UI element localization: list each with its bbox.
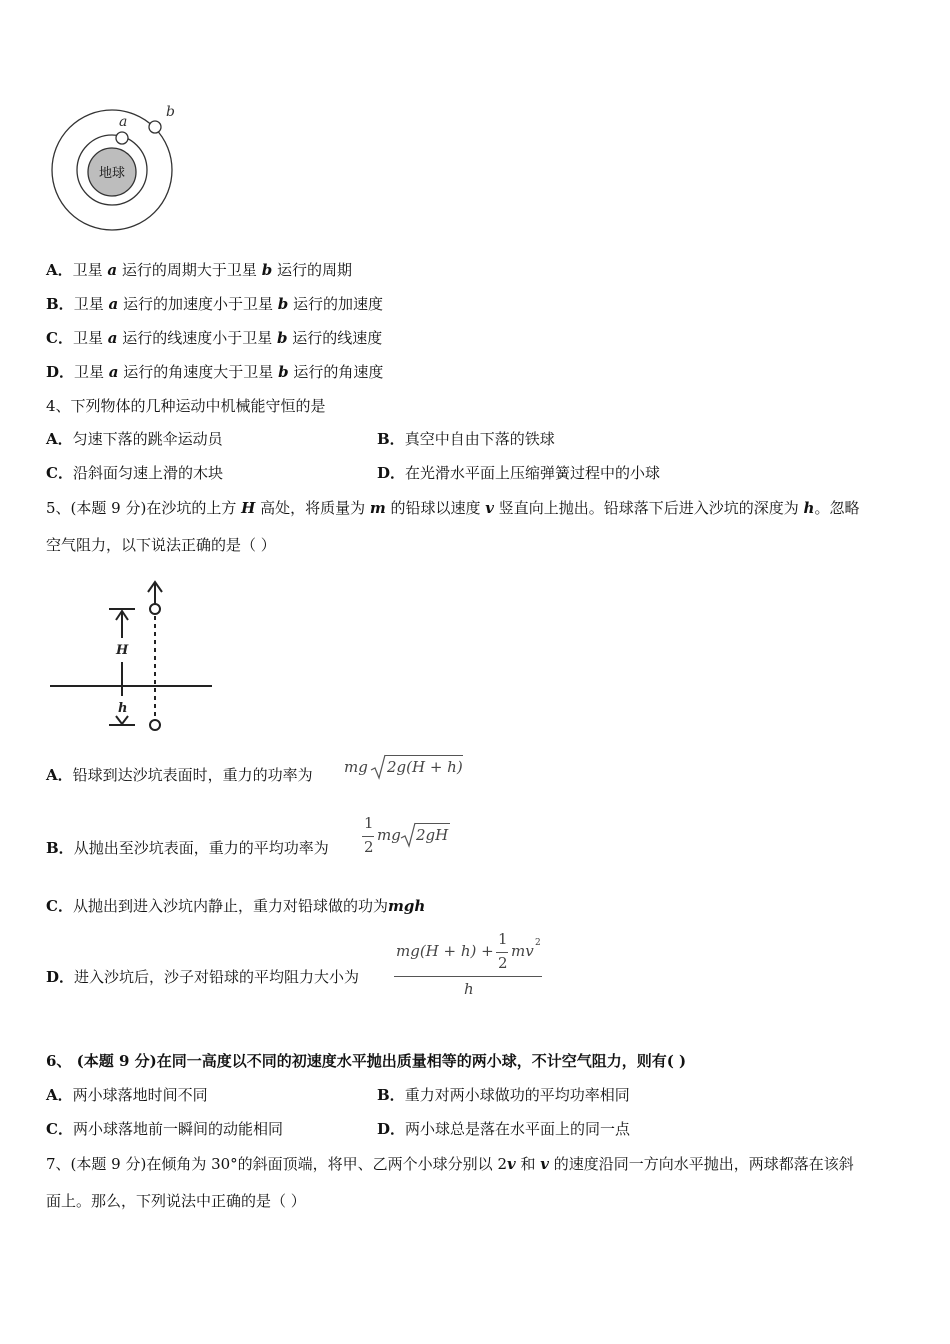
satellite-a bbox=[116, 132, 128, 144]
q6-stem: 6、 (本题 9 分)在同一高度以不同的初速度水平抛出质量相等的两小球，不计空气阻力，则有( ) bbox=[46, 1052, 687, 1070]
fraction-bar bbox=[362, 836, 374, 837]
q5-stem-line2: 空气阻力，以下说法正确的是（ ） bbox=[46, 536, 276, 554]
q5-option-b-formula: 1 2 mg 2gH bbox=[364, 814, 449, 856]
height-H-label: H bbox=[116, 643, 129, 658]
sqrt-sign bbox=[370, 754, 386, 780]
q7-stem-line2: 面上。那么，下列说法中正确的是（ ） bbox=[46, 1192, 306, 1210]
sand-pit-diagram bbox=[46, 578, 221, 738]
q4-option-c: C．沿斜面匀速上滑的木块 bbox=[46, 464, 223, 482]
q4-option-b: B．真空中自由下落的铁球 bbox=[377, 430, 555, 448]
satellite-b bbox=[149, 121, 161, 133]
q7-stem-line1: 7、(本题 9 分)在倾角为 30°的斜面顶端，将甲、乙两个小球分别以 2v 和 v 的速度沿同一方向水平抛出，两球都落在该斜 bbox=[46, 1155, 854, 1173]
q5-option-a: A．铅球到达沙坑表面时，重力的功率为 bbox=[46, 766, 313, 784]
q4-option-a: A．匀速下落的跳伞运动员 bbox=[46, 430, 223, 448]
depth-h-arrow bbox=[116, 716, 128, 724]
satellite-b-label: b bbox=[166, 104, 175, 120]
q6-option-b: B．重力对两小球做功的平均功率相同 bbox=[377, 1086, 630, 1104]
q5-option-d-formula: mg(H + h) + 1 2 mv 2 h bbox=[396, 930, 541, 998]
q3-option-a: A．卫星 a 运行的周期大于卫星 b 运行的周期 bbox=[46, 261, 352, 279]
q5-option-c: C．从抛出到进入沙坑内静止，重力对铅球做的功为mgh bbox=[46, 897, 426, 915]
q3-option-b: B．卫星 a 运行的加速度小于卫星 b 运行的加速度 bbox=[46, 295, 384, 313]
q3-option-c: C．卫星 a 运行的线速度小于卫星 b 运行的线速度 bbox=[46, 329, 383, 347]
q6-option-a: A．两小球落地时间不同 bbox=[46, 1086, 208, 1104]
q4-stem: 4、下列物体的几种运动中机械能守恒的是 bbox=[46, 397, 326, 415]
depth-h-label: h bbox=[118, 701, 128, 716]
satellite-orbit-diagram bbox=[40, 98, 190, 238]
ball-bottom bbox=[150, 720, 160, 730]
q6-option-d: D．两小球总是落在水平面上的同一点 bbox=[377, 1120, 631, 1138]
ball-top bbox=[150, 604, 160, 614]
sqrt-sign bbox=[400, 822, 416, 848]
satellite-a-label: a bbox=[119, 114, 128, 130]
earth-label: 地球 bbox=[98, 166, 126, 181]
main-fraction-bar bbox=[394, 976, 542, 977]
q5-option-b: B．从抛出至沙坑表面，重力的平均功率为 bbox=[46, 839, 329, 857]
q6-option-c: C．两小球落地前一瞬间的动能相同 bbox=[46, 1120, 283, 1138]
sqrt-bar bbox=[385, 755, 463, 756]
half-fraction-bar bbox=[496, 952, 508, 953]
sqrt-bar bbox=[415, 823, 450, 824]
q3-option-d: D．卫星 a 运行的角速度大于卫星 b 运行的角速度 bbox=[46, 363, 384, 381]
q5-option-d: D．进入沙坑后，沙子对铅球的平均阻力大小为 bbox=[46, 968, 360, 986]
q4-option-d: D．在光滑水平面上压缩弹簧过程中的小球 bbox=[377, 464, 661, 482]
q5-stem-line1: 5、(本题 9 分)在沙坑的上方 H 高处，将质量为 m 的铅球以速度 v 竖直向上抛出。铅球落下后进入沙坑的深度为 h。忽略 bbox=[46, 499, 860, 517]
